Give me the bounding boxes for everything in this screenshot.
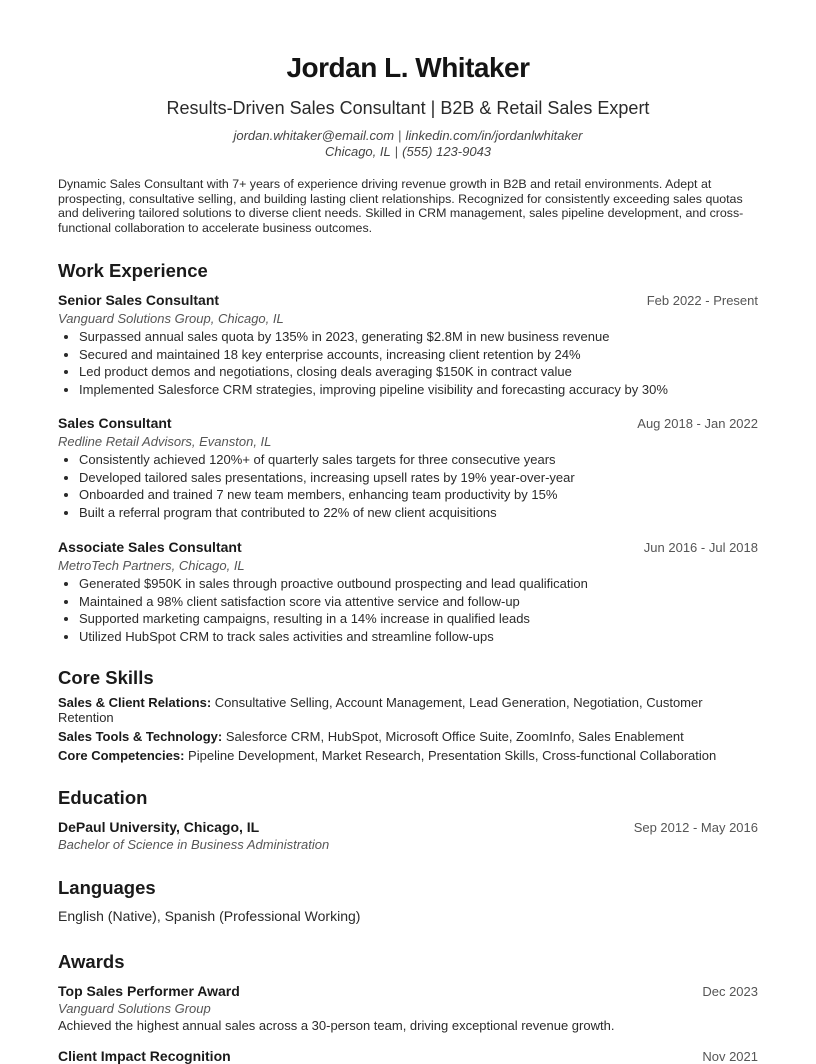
skill-label: Core Competencies: [58, 748, 185, 763]
location-text: Chicago, IL [324, 144, 391, 159]
job-company: Vanguard Solutions Group, Chicago, IL [58, 311, 284, 326]
job-bullet: • Secured and maintained 18 key enterprise accounts, increasing client retention by 24% [79, 346, 758, 364]
award-date: Dec 2023 [702, 984, 758, 999]
candidate-name: Jordan L. Whitaker [286, 52, 530, 83]
education-entry [58, 819, 758, 852]
skill-value: Pipeline Development, Market Research, Presentation Skills, Cross-functional Collaboration [188, 748, 717, 763]
phone-text: (555) 123-9043 [402, 144, 492, 159]
job-bullet: • Consistently achieved 120%+ of quarterly sales targets for three consecutive years [79, 451, 758, 469]
contact-line-1 [58, 128, 758, 143]
education-dates: Sep 2012 - May 2016 [633, 820, 758, 835]
degree: Bachelor of Science in Business Administration [58, 837, 330, 852]
section-title-languages: Languages [58, 877, 156, 898]
award-date: Nov 2021 [702, 1049, 758, 1064]
job-bullet: • Supported marketing campaigns, resulting in a 14% increase in qualified leads [79, 610, 758, 628]
job-bullet: • Built a referral program that contributed to 22% of new client acquisitions [79, 504, 758, 522]
email-link[interactable]: jordan.whitaker@email.com [233, 128, 395, 143]
job-bullet: • Implemented Salesforce CRM strategies, improving pipeline visibility and forecasting accuracy by 30% [79, 381, 758, 399]
job-bullet: • Developed tailored sales presentations, increasing upsell rates by 19% year-over-year [79, 469, 758, 487]
skill-value: Consultative Selling, Account Management, Lead Generation, Negotiation, Customer Retention [58, 695, 703, 725]
skills-list [58, 695, 758, 767]
job-entry [58, 292, 758, 398]
separator: | [398, 128, 402, 143]
job-bullets [58, 575, 758, 645]
section-title-awards: Awards [58, 951, 125, 972]
job-role: Sales Consultant [58, 415, 172, 431]
job-dates: Feb 2022 - Present [646, 293, 758, 308]
award-org: Vanguard Solutions Group [58, 1001, 211, 1016]
headline: Results-Driven Sales Consultant | B2B & Retail Sales Expert [166, 98, 650, 118]
school-name: DePaul University, Chicago, IL [58, 819, 260, 835]
award-entry [58, 983, 758, 1033]
job-dates: Aug 2018 - Jan 2022 [637, 416, 758, 431]
job-entry [58, 415, 758, 521]
job-bullet: • Utilized HubSpot CRM to track sales activities and streamline follow-ups [79, 628, 758, 646]
job-role: Senior Sales Consultant [58, 292, 220, 308]
job-bullet: • Maintained a 98% client satisfaction score via attentive service and follow-up [79, 593, 758, 611]
job-bullets [58, 451, 758, 521]
skill-line [58, 729, 758, 744]
award-name: Client Impact Recognition [58, 1048, 231, 1064]
job-role: Associate Sales Consultant [58, 539, 242, 555]
skill-label: Sales & Client Relations: [58, 695, 212, 710]
professional-summary: Dynamic Sales Consultant with 7+ years of experience driving revenue growth in B2B and retail environments. Adept at prospecting, consultative selling, and building lasting client relationships. Recognized for consistently exceeding sales quotas and delivering tailored solutions to diverse client needs. Skilled in CRM management, sales pipeline development, and cross-functional collaboration to accelerate business outcomes. [58, 177, 744, 235]
job-bullet: • Led product demos and negotiations, closing deals averaging $150K in contract value [79, 363, 758, 381]
skill-value: Salesforce CRM, HubSpot, Microsoft Office Suite, ZoomInfo, Sales Enablement [225, 729, 684, 744]
job-bullet: • Generated $950K in sales through proactive outbound prospecting and lead qualification [79, 575, 758, 593]
contact-line-2 [58, 144, 758, 159]
skill-line [58, 695, 758, 725]
job-dates: Jun 2016 - Jul 2018 [643, 540, 758, 555]
award-description: Achieved the highest annual sales across a 30-person team, driving exceptional revenue growth. [58, 1018, 615, 1033]
section-title-experience: Work Experience [58, 260, 208, 281]
linkedin-link[interactable]: linkedin.com/in/jordanlwhitaker [405, 128, 583, 143]
job-bullet: • Surpassed annual sales quota by 135% in 2023, generating $2.8M in new business revenue [79, 328, 758, 346]
job-company: MetroTech Partners, Chicago, IL [58, 558, 245, 573]
award-name: Top Sales Performer Award [58, 983, 240, 999]
job-bullet: • Onboarded and trained 7 new team members, enhancing team productivity by 15% [79, 486, 758, 504]
job-company: Redline Retail Advisors, Evanston, IL [58, 434, 272, 449]
section-title-skills: Core Skills [58, 667, 154, 688]
skill-line [58, 748, 758, 763]
skill-label: Sales Tools & Technology: [58, 729, 223, 744]
section-title-education: Education [58, 787, 148, 808]
award-entry [58, 1048, 758, 1064]
job-entry [58, 539, 758, 645]
separator: | [394, 144, 399, 159]
job-bullets [58, 328, 758, 398]
languages-text: English (Native), Spanish (Professional Working) [58, 908, 361, 924]
